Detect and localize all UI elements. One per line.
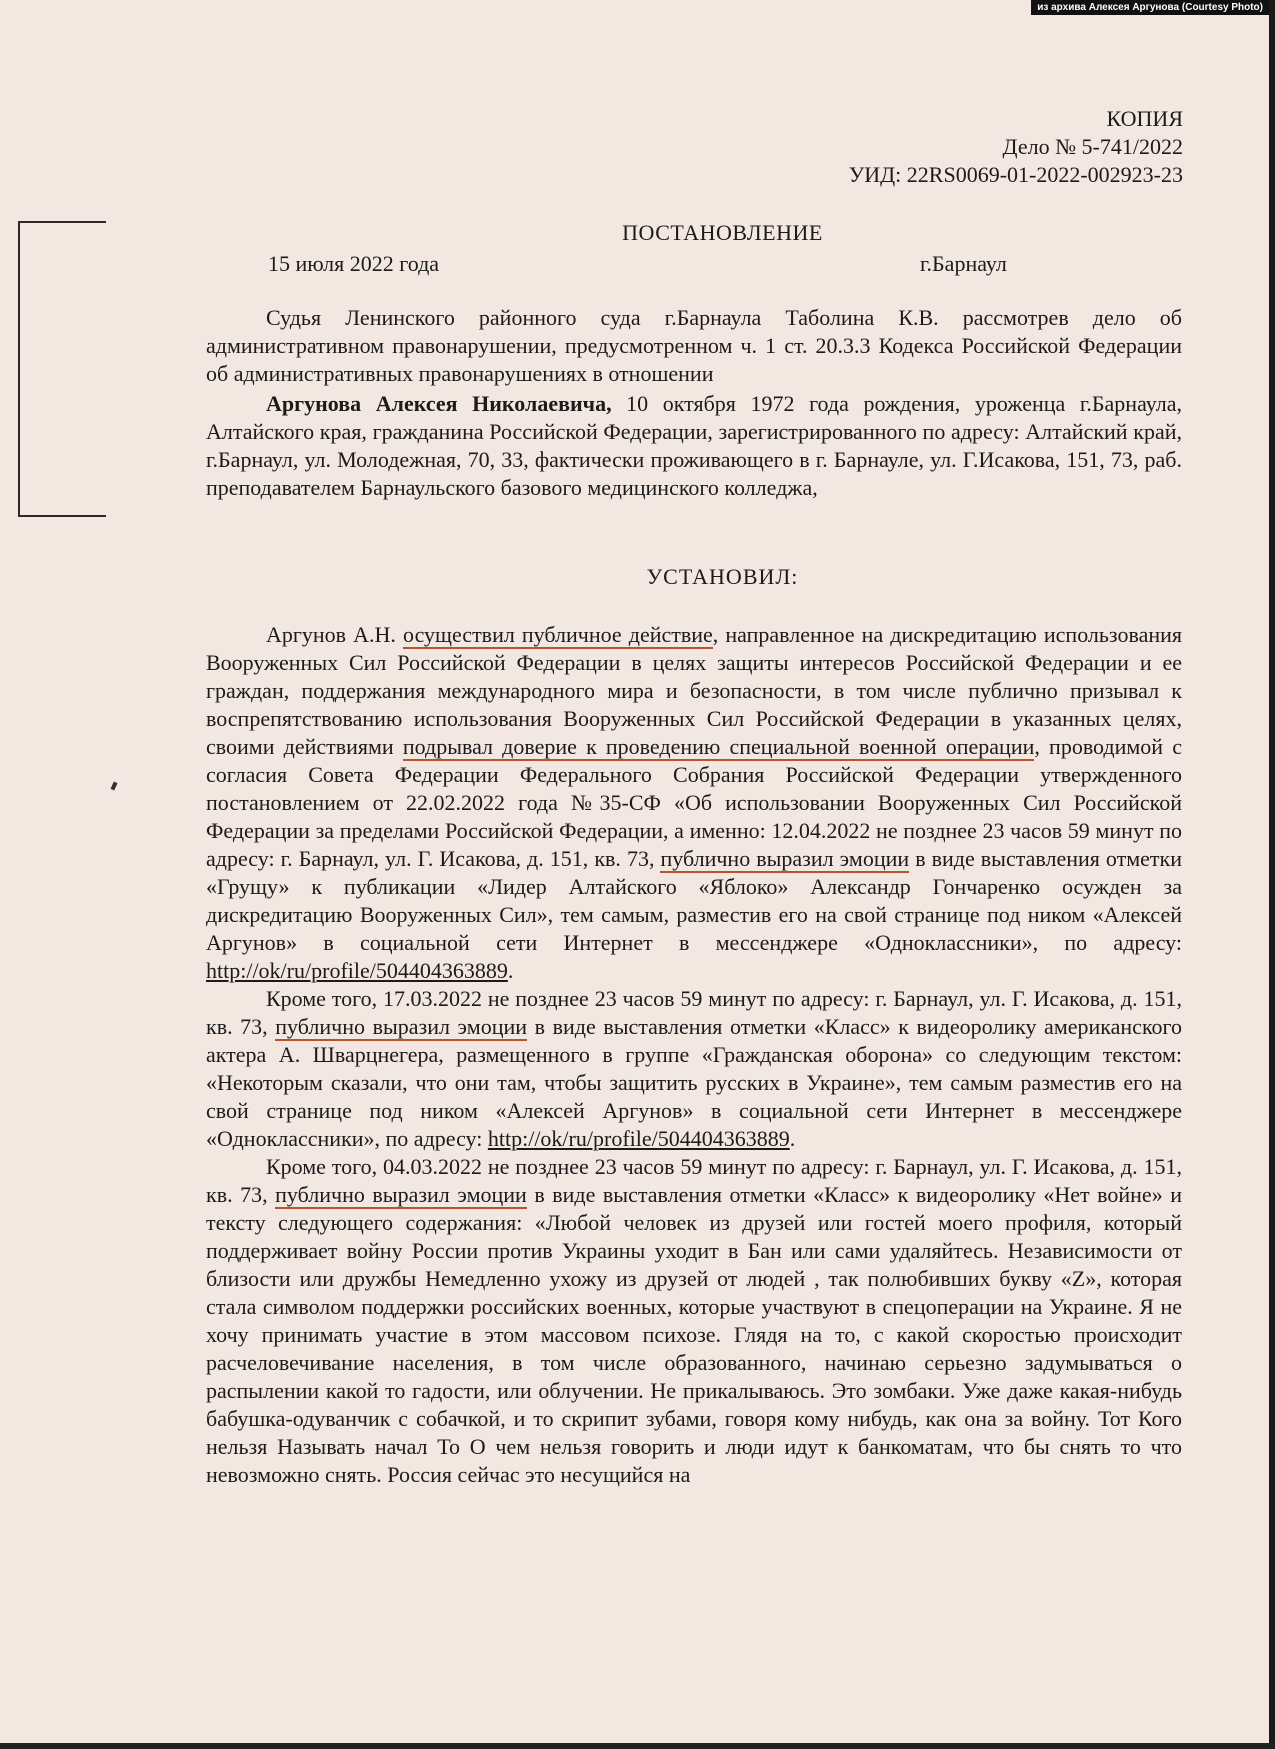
person-text xyxy=(206,390,1182,502)
paragraph-2 xyxy=(206,985,1182,1153)
margin-bracket xyxy=(18,221,20,517)
p2-text-b: в виде выставления отметки «Класс» к видеоролику американского актера А. Шварцнегера, размещенного в группе «Гражданская оборона» со следующим текстом: «Некоторым сказали, что они там, чтобы защитить русских в Украине», тем самым разместив его на свой странице под ником «Алексей Аргунов» в социальной сети Интернет в мессенджере «Одноклассники», по адресу: xyxy=(206,1014,1182,1151)
highlight-expressed-emotions-1: публично выразил эмоции xyxy=(660,846,910,871)
p1-text-e: . xyxy=(507,958,514,983)
p2-text-a: Кроме того, 17.03.2022 не позднее 23 часов 59 минут по адресу: г. Барнаул, ул. Г. Исакова, д. 151, кв. 73, xyxy=(206,986,1182,1039)
person-name: Аргунова Алексея Николаевича, xyxy=(266,391,612,416)
profile-link-1: http://ok/ru/profile/504404363889 xyxy=(206,958,508,983)
copy-label: КОПИЯ xyxy=(1106,106,1183,131)
highlight-undermined-trust: подрывал доверие к проведению специальной военной операции xyxy=(402,734,1035,759)
uid-number: УИД: 22RS0069-01-2022-002923-23 xyxy=(848,162,1183,187)
p1-text-d: в виде выставления отметки «Грущу» к публикации «Лидер Алтайского «Яблоко» Александр Гончаренко осужден за дискредитацию Вооруженных Сил», тем самым, разместив его на свой странице под ником «Алексей Аргунов» в социальной сети Интернет в мессенджере «Одноклассники», по адресу: xyxy=(206,846,1182,955)
paragraph-1 xyxy=(206,621,1182,985)
p1-text-a: Аргунов А.Н. xyxy=(266,622,404,647)
photo-credit: из архива Алексея Аргунова (Courtesy Photo) xyxy=(1031,0,1269,15)
paragraph-3 xyxy=(206,1153,1182,1489)
section-heading: УСТАНОВИЛ: xyxy=(646,564,799,589)
p3-text-b: в виде выставления отметки «Класс» к видеоролику «Нет войне» и тексту следующего содержания: «Любой человек из друзей или гостей моего профиля, который поддерживает войну России против Украины уходит в Бан или сами удаляйтесь. Независимости от близости или дружбы Немедленно ухожу из друзей от людей , так полюбивших букву «Z», которая стала символом поддержки российских военных, которые участвуют в спецоперации на Украине. Я не хочу принимать участие в этом массовом психозе. Глядя на то, с какой скоростью происходит расчеловечивание населения, в том числе образованного, начинаю серьезно задумываться о распылении какой то гадости, или облучении. Не прикалываюсь. Это зомбаки. Уже даже какая-нибудь бабушка-одуванчик с собачкой, и то скрипит зубами, говоря кому нибудь, как она за войну. Тот Кого нельзя Называть начал То О чем нельзя говорить и люди идут к банкоматам, что бы снять то что невозможно снять. Россия сейчас это несущийся на xyxy=(206,1182,1182,1487)
document-city: г.Барнаул xyxy=(920,251,1007,276)
p3-text-a: Кроме того, 04.03.2022 не позднее 23 часов 59 минут по адресу: г. Барнаул, ул. Г. Исакова, д. 151, кв. 73, xyxy=(206,1154,1182,1207)
highlight-expressed-emotions-2: публично выразил эмоции xyxy=(275,1014,528,1039)
p1-text-b: , направленное на дискредитацию использования Вооруженных Сил Российской Федерации в целях защиты интересов Российской Федерации и ее граждан, поддержания международного мира и безопасности, в том числе публично призывал к воспрепятствованию использования Вооруженных Сил Российской Федерации в указанных целях, своими действиями xyxy=(206,622,1182,759)
document-title: ПОСТАНОВЛЕНИЕ xyxy=(622,220,823,245)
scan-edge-right xyxy=(1269,0,1275,1749)
profile-link-2: http://ok/ru/profile/504404363889 xyxy=(487,1126,790,1151)
margin-bracket-bottom xyxy=(18,515,106,517)
document-header xyxy=(849,105,1183,189)
person-paragraph xyxy=(206,390,1182,502)
scan-speck xyxy=(110,782,117,791)
intro-text: Судья Ленинского районного суда г.Барнаула Таболина К.В. рассмотрев дело об административном правонарушении, предусмотренном ч. 1 ст. 20.3.3 Кодекса Российской Федерации об административных правонарушениях в отношении xyxy=(206,305,1182,386)
document-date: 15 июля 2022 года xyxy=(268,251,440,276)
p1-text-c: , проводимой с согласия Совета Федерации Федерального Собрания Российской Федерации утвержденного постановлением от 22.02.2022 года №35-СФ «Об использовании Вооруженных Сил Российской Федерации за пределами Российской Федерации, а именно: 12.04.2022 не позднее 23 часов 59 минут по адресу: г. Барнаул, ул. Г. Исакова, д. 151, кв. 73, xyxy=(206,734,1182,871)
intro-paragraph xyxy=(206,304,1182,388)
main-text xyxy=(206,621,1182,1489)
person-details: 10 октября 1972 года рождения, уроженца г.Барнаула, Алтайского края, гражданина Российской Федерации, зарегистрированного по адресу: Алтайский край, г.Барнаул, ул. Молодежная, 70, 33, фактически проживающего в г. Барнауле, ул. Г.Исакова, 151, 73, раб. преподавателем Барнаульского базового медицинского колледжа, xyxy=(206,391,1182,500)
case-number: Дело № 5-741/2022 xyxy=(1002,134,1183,159)
highlight-public-action: осуществил публичное действие xyxy=(403,622,713,647)
highlight-expressed-emotions-3: публично выразил эмоции xyxy=(275,1182,527,1207)
p2-text-c: . xyxy=(789,1126,796,1151)
scan-edge-bottom xyxy=(0,1743,1275,1749)
